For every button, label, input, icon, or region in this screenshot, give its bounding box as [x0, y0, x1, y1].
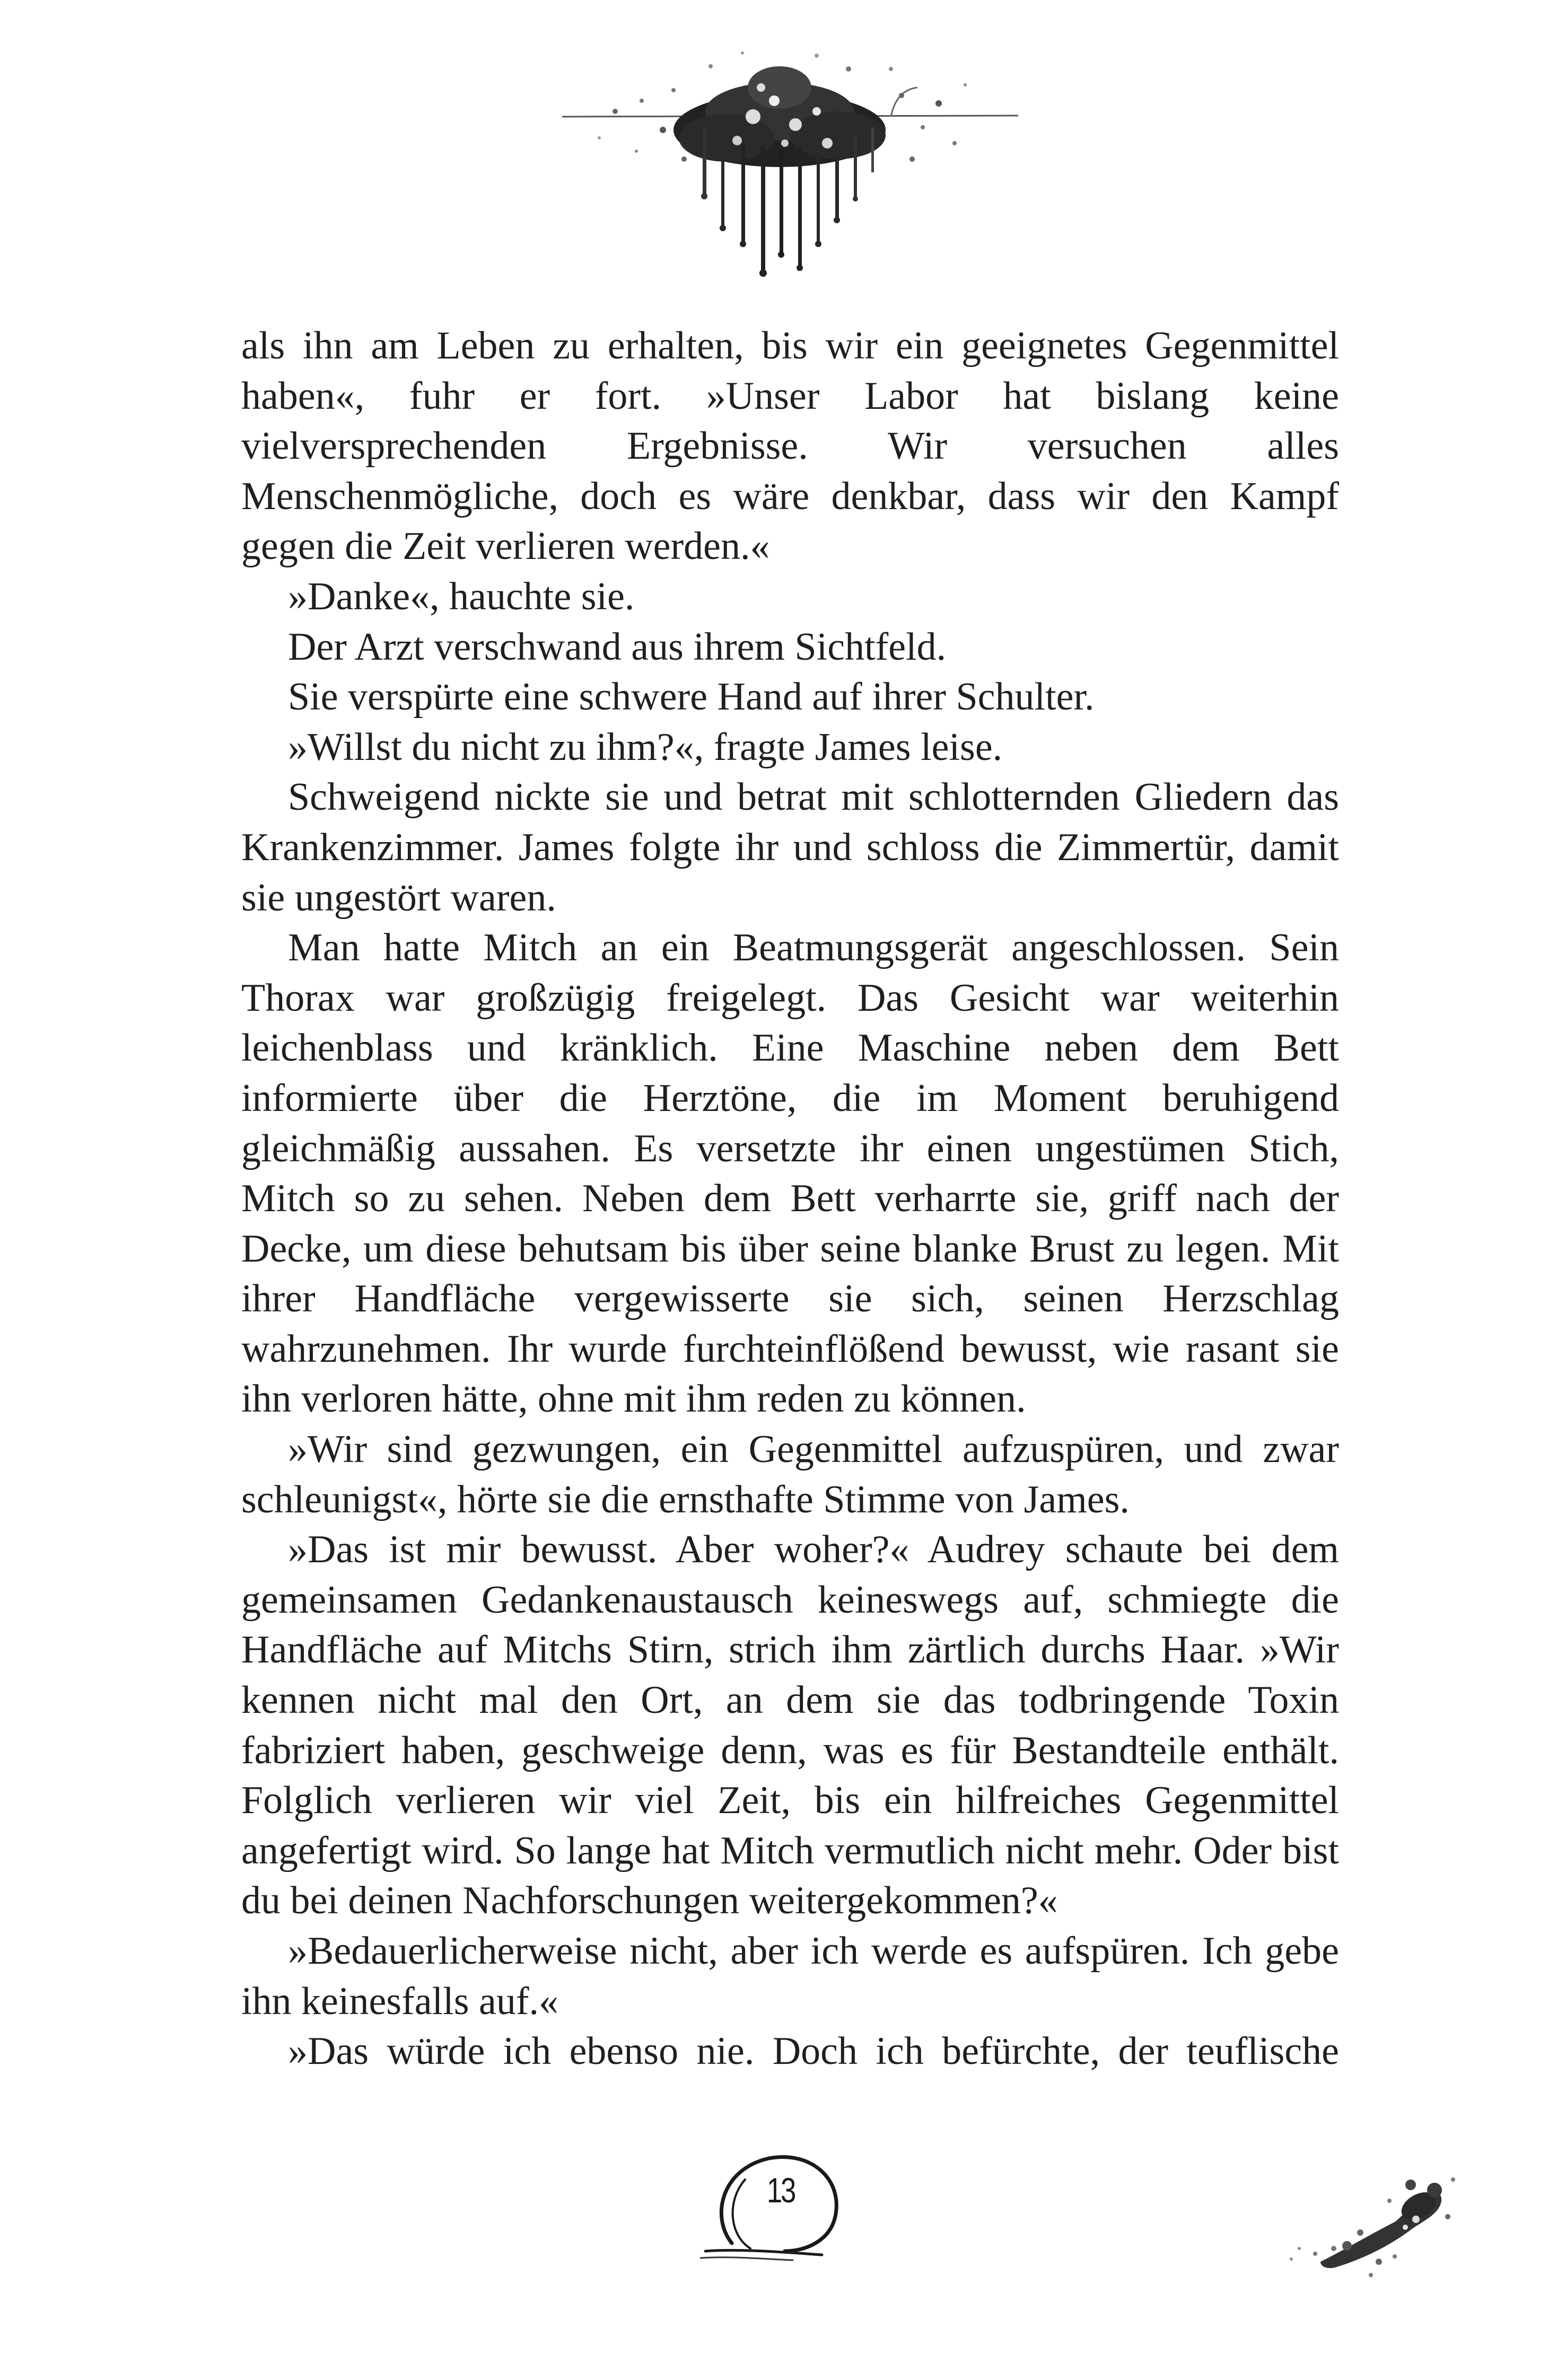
paragraph: Sie verspürte eine schwere Hand auf ihrer Schulter. — [288, 675, 1095, 719]
page-number: 13 — [766, 2171, 795, 2210]
paragraph: »Wir sind gezwungen, ein Gegenmittel aufzuspüren, und zwar schleunigst«, hörte sie die ernsthafte Stimme von James. — [241, 1428, 1339, 1521]
paragraph: Man hatte Mitch an ein Beatmungsgerät angeschlossen. Sein Thorax war großzügig freigelegt. Das Gesicht war weiterhin leichenblass und kränklich. Eine Maschine neben dem Bett informierte über die Herztöne, die im Moment beruhigend gleichmäßig aussahen. Es versetzte ihr einen ungestümen Stich, Mitch so zu sehen. Neben dem Bett verharrte sie, griff nach der Decke, um diese behutsam bis über seine blanke Brust zu legen. Mit ihrer Handfläche vergewisserte sie sich, seinen Herzschlag wahrzunehmen. Ihr wurde furchteinflößend bewusst, wie rasant sie ihn verloren hätte, ohne mit ihm reden zu können. — [241, 926, 1339, 1421]
paragraph: als ihn am Leben zu erhalten, bis wir ein geeignetes Gegenmittel haben«, fuhr er fort. »Unser Labor hat bislang keine vielversprechenden Ergebnisse. Wir versuchen alles Menschenmögliche, doch es wäre denkbar, dass wir den Kampf gegen die Zeit verlieren werden.« — [241, 324, 1339, 568]
paragraph: »Willst du nicht zu ihm?«, fragte James leise. — [288, 725, 1003, 769]
paragraph: »Das ist mir bewusst. Aber woher?« Audrey schaute bei dem gemeinsamen Gedankenaustausch keineswegs auf, schmiegte die Handfläche auf Mitchs Stirn, strich ihm zärtlich durchs Haar. »Wir kennen nicht mal den Ort, an dem sie das todbringende Toxin fabriziert haben, geschweige denn, was es für Bestandteile enthält. Folglich verlieren wir viel Zeit, bis ein hilfreiches Gegenmittel angefertigt wird. So lange hat Mitch vermutlich nicht mehr. Oder bist du bei deinen Nachforschungen weitergekommen?« — [241, 1528, 1339, 1923]
paragraph: Schweigend nickte sie und betrat mit schlotternden Gliedern das Krankenzimmer. James folgte ihr und schloss die Zimmertür, damit sie ungestört waren. — [241, 775, 1339, 920]
body-text — [241, 321, 1339, 2077]
paragraph: »Das würde ich ebenso nie. Doch ich befürchte, der teuflische — [288, 2029, 1339, 2073]
paragraph: »Bedauerlicherweise nicht, aber ich werde es aufspüren. Ich gebe ihn keinesfalls auf.« — [241, 1929, 1339, 2023]
ink-splatter-ornament — [552, 37, 1029, 281]
paragraph: »Danke«, hauchte sie. — [288, 574, 635, 618]
page-number-badge — [700, 2142, 859, 2275]
paragraph: Der Arzt verschwand aus ihrem Sichtfeld. — [288, 625, 947, 669]
ink-splash-corner-icon — [1283, 2169, 1464, 2286]
